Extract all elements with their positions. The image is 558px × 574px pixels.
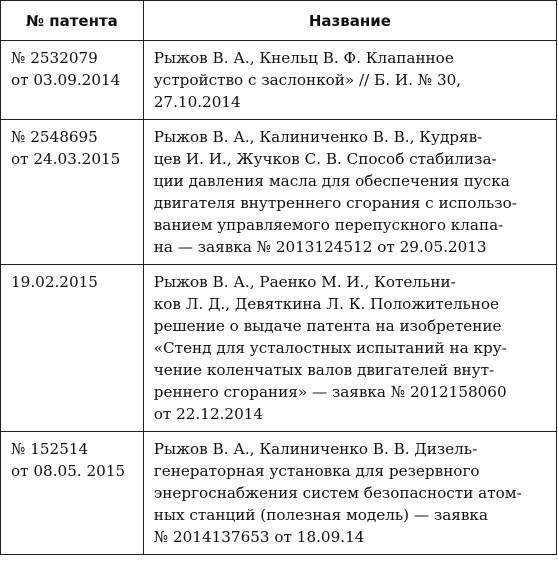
patent-date-line: 19.02.2015 — [11, 273, 98, 291]
table-row — [1, 432, 557, 555]
patent-number-line: № 2548695 — [11, 128, 98, 146]
title-line: ции давления масла для обеспечения пуска — [153, 172, 510, 190]
title-line: реннего сгорания» — заявка № 2012158060 — [153, 383, 507, 401]
title-line: Рыжов В. А., Кнельц В. Ф. Клапанное — [153, 49, 454, 67]
header-patent-number: № патента — [1, 1, 144, 41]
patent-title-cell — [143, 432, 556, 555]
patent-number-cell — [1, 41, 144, 120]
title-line: решение о выдаче патента на изобретение — [153, 317, 502, 335]
patent-number-line: № 152514 — [11, 440, 89, 458]
title-line: двигателя внутреннего сгорания с использо- — [153, 194, 517, 212]
title-line: «Стенд для усталостных испытаний на кру- — [153, 339, 507, 357]
title-line: чение коленчатых валов двигателей внут- — [153, 361, 495, 379]
title-line: ванием управляемого перепускного клапа- — [153, 216, 504, 234]
title-line: Рыжов В. А., Раенко М. И., Котельни- — [153, 273, 456, 291]
title-line: Рыжов В. А., Калиниченко В. В. Дизель- — [153, 440, 478, 458]
table-row — [1, 265, 557, 432]
title-line: устройство с заслонкой» // Б. И. № 30, — [153, 71, 462, 89]
title-line: ков Л. Д., Девяткина Л. К. Положительное — [153, 295, 499, 313]
title-line: Рыжов В. А., Калиниченко В. В., Кудряв- — [153, 128, 483, 146]
title-line: ных станций (полезная модель) — заявка — [153, 506, 488, 524]
title-line: от 22.12.2014 — [153, 405, 264, 423]
patent-date-line: от 08.05. 2015 — [11, 462, 126, 480]
patent-number-line: № 2532079 — [11, 49, 98, 67]
table-row — [1, 120, 557, 265]
table-row — [1, 41, 557, 120]
header-title: Название — [143, 1, 556, 41]
patent-title-cell — [143, 265, 556, 432]
title-line: на — заявка № 2013124512 от 29.05.2013 — [153, 238, 487, 256]
title-line: генераторная установка для резервного — [153, 462, 480, 480]
patent-number-cell — [1, 265, 144, 432]
patent-date-line: от 24.03.2015 — [11, 150, 121, 168]
title-line: 27.10.2014 — [153, 93, 241, 111]
patent-date-line: от 03.09.2014 — [11, 71, 121, 89]
patent-number-cell — [1, 120, 144, 265]
patent-number-cell — [1, 432, 144, 555]
patent-title-cell — [143, 120, 556, 265]
title-line: цев И. И., Жучков С. В. Способ стабилиза- — [153, 150, 497, 168]
title-line: энергоснабжения систем безопасности атом- — [153, 484, 522, 502]
title-line: № 2014137653 от 18.09.14 — [153, 528, 365, 546]
patent-title-cell — [143, 41, 556, 120]
header-row — [1, 1, 557, 41]
